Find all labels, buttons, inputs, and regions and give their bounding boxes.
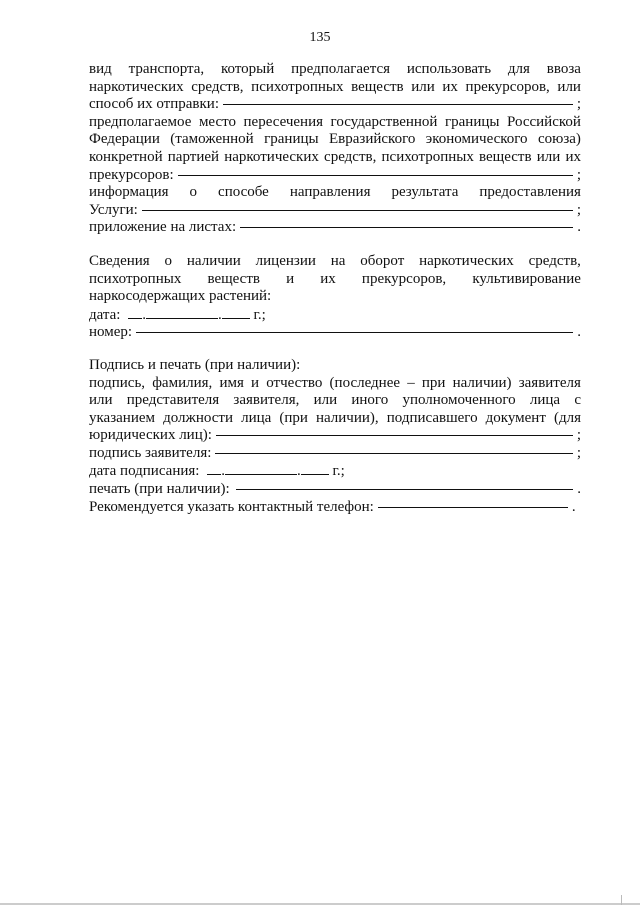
word: веществ xyxy=(207,270,260,287)
word: психотропных xyxy=(381,148,474,165)
license-number-end: . xyxy=(577,324,581,341)
license-date-label: дата: xyxy=(89,306,121,323)
word: использовать xyxy=(406,61,492,77)
license-line-3: наркосодержащих растений: xyxy=(89,288,272,305)
word: наркотических xyxy=(89,78,184,95)
word: при xyxy=(421,374,446,391)
word: конкретной xyxy=(89,148,163,165)
word: заявителя, xyxy=(233,392,300,409)
word: лицензии xyxy=(255,252,316,269)
applicant-signature-label: подпись заявителя: xyxy=(89,444,212,461)
attachment-label: приложение на листах: xyxy=(89,219,237,236)
word: наличии) xyxy=(452,374,512,391)
word: их xyxy=(320,270,336,287)
signature-line-1 xyxy=(89,375,581,393)
border-crossing-section xyxy=(89,114,581,184)
word: Евразийского xyxy=(329,131,416,148)
license-line-2 xyxy=(89,271,581,289)
signature-line-3 xyxy=(89,410,581,428)
stamp-end: . xyxy=(577,481,581,498)
service-end: ; xyxy=(576,201,581,218)
word: Сведения xyxy=(89,252,150,269)
form-content xyxy=(89,61,581,516)
service-input-line[interactable] xyxy=(142,209,573,211)
word: иного xyxy=(351,392,389,409)
word: границы xyxy=(444,113,500,130)
word: фамилия, xyxy=(152,374,213,391)
word: психотропных xyxy=(251,78,344,95)
word: вид xyxy=(89,61,112,77)
word: веществ xyxy=(351,78,404,95)
precursors-label: прекурсоров: xyxy=(89,166,174,183)
precursors-field xyxy=(89,167,581,185)
word: на xyxy=(330,252,346,269)
service-line-1 xyxy=(89,184,581,202)
crossing-line-2 xyxy=(89,131,581,149)
signing-date-month[interactable] xyxy=(225,462,297,475)
word: уполномоченного xyxy=(402,392,516,409)
word: культивирование xyxy=(472,270,581,287)
word: документ xyxy=(485,409,546,426)
word: Федерации xyxy=(89,131,160,148)
legal-entity-input-line[interactable] xyxy=(216,434,573,436)
phone-end: . xyxy=(571,498,576,515)
shipping-method-label: способ их отправки: xyxy=(89,96,219,113)
word: границы xyxy=(264,131,319,148)
word: о xyxy=(189,184,198,201)
word: имя xyxy=(219,374,244,391)
phone-field xyxy=(89,499,581,517)
signing-date-day[interactable] xyxy=(207,462,221,475)
word: наличии), xyxy=(315,409,379,426)
word: и xyxy=(251,374,260,391)
word: лица xyxy=(529,392,561,409)
attachment-field xyxy=(89,219,581,237)
stamp-input-line[interactable] xyxy=(236,488,574,490)
service-field xyxy=(89,202,581,220)
word: о xyxy=(164,252,173,269)
crossing-line-3 xyxy=(89,149,581,167)
word: предоставления xyxy=(479,184,581,201)
word: психотропных xyxy=(89,270,182,287)
word: подписавшего xyxy=(386,409,478,426)
service-result-section xyxy=(89,184,581,219)
word: для xyxy=(507,61,530,77)
attachment-end: . xyxy=(577,219,581,236)
attachment-input-line[interactable] xyxy=(240,226,573,228)
word: способе xyxy=(218,184,269,201)
applicant-signature-end: ; xyxy=(576,444,581,461)
applicant-signature-input-line[interactable] xyxy=(215,452,572,454)
license-date-suffix: г.; xyxy=(253,306,266,323)
shipping-method-input-line[interactable] xyxy=(223,103,573,105)
word: или xyxy=(89,392,113,409)
word: Российской xyxy=(507,113,581,130)
word: информация xyxy=(89,184,169,201)
license-date-field: дата: . . г.; xyxy=(89,306,266,323)
word: лица xyxy=(241,409,272,426)
word: отчество xyxy=(266,374,323,391)
page-number: 135 xyxy=(309,30,331,45)
signing-date-field: дата подписания: . . г.; xyxy=(89,463,345,480)
word: веществ xyxy=(479,148,532,165)
transport-line-1 xyxy=(89,61,581,79)
word: который xyxy=(221,61,275,77)
word: место xyxy=(198,113,236,130)
stamp-field xyxy=(89,481,581,499)
word: и xyxy=(286,270,295,287)
signature-line-2 xyxy=(89,392,581,410)
word: результата xyxy=(391,184,459,201)
word: наркотических xyxy=(419,252,514,269)
shipping-method-end: ; xyxy=(576,96,581,113)
word: направления xyxy=(289,184,371,201)
word: наркотических xyxy=(224,148,319,165)
word: предполагается xyxy=(291,61,390,77)
word: прекурсоров, xyxy=(465,78,550,95)
license-number-label: номер: xyxy=(89,324,133,341)
word: наличии xyxy=(186,252,241,269)
word: партией xyxy=(167,148,220,165)
signing-date-label: дата подписания: xyxy=(89,463,200,480)
crossing-line-1 xyxy=(89,114,581,132)
phone-label: Рекомендуется указать контактный телефон: xyxy=(89,498,374,515)
license-section xyxy=(89,253,581,342)
word: подпись, xyxy=(89,374,146,391)
stamp-label: печать (при наличии): xyxy=(89,481,230,498)
word: средств, xyxy=(324,148,377,165)
shipping-method-field xyxy=(89,96,581,114)
word: оборот xyxy=(360,252,405,269)
word: ввоза xyxy=(546,61,581,77)
word: союза) xyxy=(537,131,581,148)
word: средств, xyxy=(528,252,581,269)
word: с xyxy=(574,392,581,409)
word: должности xyxy=(163,409,234,426)
precursors-end: ; xyxy=(576,166,581,183)
word: прекурсоров, xyxy=(361,270,447,287)
word: государственной xyxy=(330,113,438,130)
legal-entity-label: юридических лиц): xyxy=(89,427,212,444)
legal-entity-field xyxy=(89,427,581,445)
word: (для xyxy=(553,409,581,426)
license-line-1 xyxy=(89,253,581,271)
signing-date-year[interactable] xyxy=(301,462,329,475)
word: представителя xyxy=(126,392,220,409)
signing-date-suffix: г.; xyxy=(332,463,345,480)
license-number-field xyxy=(89,324,581,342)
precursors-input-line[interactable] xyxy=(178,174,573,176)
license-date-month[interactable] xyxy=(146,306,218,319)
word: указанием xyxy=(89,409,156,426)
word: (при xyxy=(279,409,308,426)
transport-section xyxy=(89,61,581,114)
word: заявителя xyxy=(518,374,581,391)
signature-heading: Подпись и печать (при наличии): xyxy=(89,356,301,373)
word: экономического xyxy=(425,131,528,148)
phone-input-line[interactable] xyxy=(378,506,568,508)
word: или xyxy=(411,78,435,95)
transport-line-2 xyxy=(89,79,581,97)
scan-right-edge-mark xyxy=(621,895,622,905)
signature-section xyxy=(89,357,581,516)
word: их xyxy=(565,148,581,165)
license-date-year[interactable] xyxy=(222,306,250,319)
license-number-input-line[interactable] xyxy=(136,331,573,333)
word: пересечения xyxy=(243,113,324,130)
license-date-day[interactable] xyxy=(128,306,142,319)
word: средств, xyxy=(191,78,244,95)
service-label: Услуги: xyxy=(89,201,138,218)
word: предполагаемое xyxy=(89,113,192,130)
word: – xyxy=(407,374,415,391)
applicant-signature-field xyxy=(89,445,581,463)
word: транспорта, xyxy=(128,61,205,77)
word: (последнее xyxy=(329,374,401,391)
word: или xyxy=(536,148,561,165)
word: или xyxy=(313,392,338,409)
word: (таможенной xyxy=(170,131,254,148)
word: их xyxy=(442,78,458,95)
legal-entity-end: ; xyxy=(576,427,581,444)
word: или xyxy=(557,78,581,95)
